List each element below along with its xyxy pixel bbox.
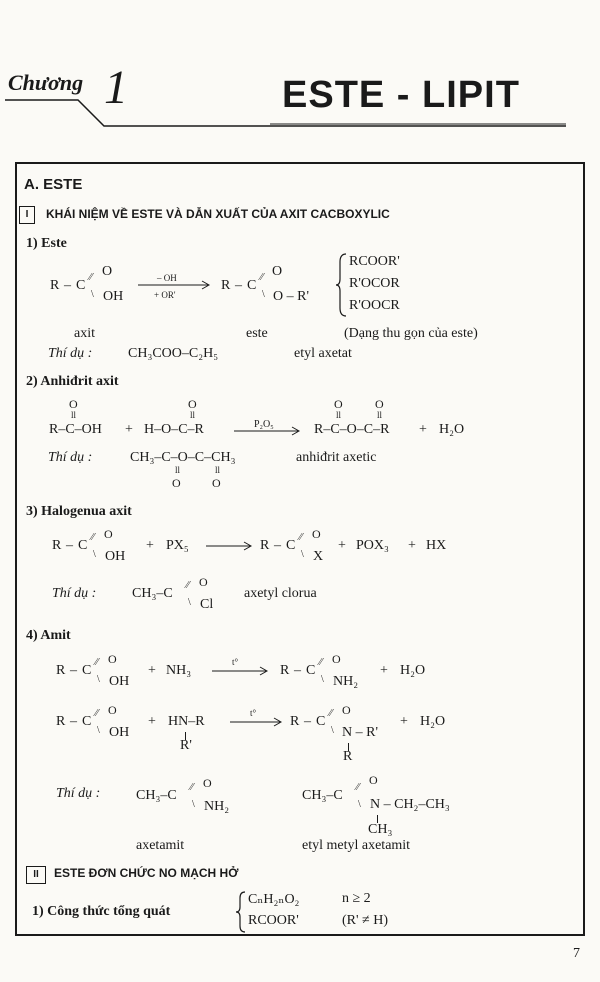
hal-acid-oh: OH: [105, 549, 126, 564]
hal-reagent: PX₅: [166, 538, 189, 553]
am2-single: \: [97, 725, 100, 736]
este-arrow: [138, 280, 214, 290]
am1-arrow: [212, 666, 272, 676]
hal-ex-single: \: [188, 597, 191, 608]
anh-example-formula: CH₃–C–O–C–CH₃: [130, 450, 236, 465]
chapter-word: Chương: [8, 70, 84, 95]
am1-dash: –: [70, 663, 77, 678]
hal-ex-dbl: ⁄⁄: [186, 580, 190, 591]
am1-prod-dbl: ⁄⁄: [319, 657, 323, 668]
page-number: 7: [573, 946, 580, 961]
cond-1: n ≥ 2: [342, 891, 371, 906]
hal-acid-dash: –: [66, 538, 73, 553]
am2-prod-dash: –: [304, 714, 311, 729]
am-ex1-name: axetamit: [136, 838, 185, 853]
acid-c: C: [76, 278, 86, 293]
am-ex1-dbl: ⁄⁄: [190, 782, 194, 793]
ester-form-1: RCOOR': [349, 254, 400, 269]
hal-prod-r: R: [260, 538, 270, 553]
anh-plus-1: +: [125, 422, 133, 437]
am2-amine-r: R': [180, 738, 192, 753]
am-ex2-name: etyl metyl axetamit: [302, 838, 411, 853]
am1-prod-r: R: [280, 663, 290, 678]
este-heading: 1) Este: [26, 236, 67, 251]
anh-o-4: O: [375, 397, 384, 411]
halide-heading: 3) Halogenua axit: [26, 504, 132, 519]
am-ex1-single: \: [192, 799, 195, 810]
am2-plus-2: +: [400, 714, 408, 729]
am1-prod-single: \: [321, 674, 324, 685]
hal-prod-c: C: [286, 538, 296, 553]
caption-forms: (Dạng thu gọn của este): [344, 326, 478, 341]
arrow-bottom-label: + OR': [154, 290, 176, 300]
este-example-formula: CH₃COO–C₂H₅: [128, 346, 219, 361]
am1-prod-dash: –: [294, 663, 301, 678]
am2-prod-single: \: [331, 725, 334, 736]
hal-prod-single: \: [301, 549, 304, 560]
anh-acid-2: H–O–C–R: [144, 422, 204, 437]
hal-hx: HX: [426, 538, 447, 553]
hal-prod-o: O: [312, 527, 321, 541]
ester-form-3: R'OOCR: [349, 298, 400, 313]
acid-r: R: [50, 278, 60, 293]
hal-plus-3: +: [408, 538, 416, 553]
am-ex1-nh2: NH₂: [204, 799, 230, 814]
chapter-number: 1: [104, 61, 128, 114]
anh-o-1: O: [69, 397, 78, 411]
acid-dash: –: [64, 278, 71, 293]
acid-single-bond: \: [91, 289, 94, 300]
header-rule: [0, 0, 600, 140]
am2-prod-o: O: [342, 703, 351, 717]
acid-double-bond: ⁄⁄: [89, 272, 93, 283]
anhydride-heading: 2) Anhiđrit axit: [26, 374, 119, 389]
anh-o-3: O: [334, 397, 343, 411]
am1-water: H₂O: [400, 663, 426, 678]
chapter-title: ESTE - LIPIT: [282, 74, 520, 116]
hal-ex-o: O: [199, 575, 208, 589]
acid-o: O: [102, 264, 113, 279]
am1-o: O: [108, 652, 117, 666]
anh-ex-o-1: O: [172, 476, 181, 490]
am2-amine: HN–R: [168, 714, 205, 729]
anh-dbl-4: ll: [377, 410, 383, 420]
formula-1: CₙH₂ₙO₂: [248, 892, 300, 907]
anh-dbl-2: ll: [190, 410, 196, 420]
hal-acid-r: R: [52, 538, 62, 553]
hal-acid-c: C: [78, 538, 88, 553]
este-example-label: Thí dụ :: [48, 346, 93, 361]
am-ex1-o: O: [203, 776, 212, 790]
am2-prod-c: C: [316, 714, 326, 729]
anh-ex-dbl-1: ll: [175, 465, 181, 475]
forms-brace: [336, 252, 348, 318]
anh-catalyst: P₂O₅: [254, 419, 274, 430]
anh-plus-2: +: [419, 422, 427, 437]
am2-oh: OH: [109, 725, 130, 740]
part1-title: KHÁI NIỆM VỀ ESTE VÀ DẪN XUẤT CỦA AXIT CACBOXYLIC: [46, 207, 390, 221]
ester-form-2: R'OCOR: [349, 276, 400, 291]
hal-prod-dash: –: [274, 538, 281, 553]
ester-r: R: [221, 278, 231, 293]
am1-plus-1: +: [148, 663, 156, 678]
am-ex2-single: \: [358, 799, 361, 810]
hal-example-label: Thí dụ :: [52, 586, 97, 601]
am-ex2-chain: N – CH₂–CH₃: [370, 797, 450, 812]
anh-o-2: O: [188, 397, 197, 411]
part2-title: ESTE ĐƠN CHỨC NO MẠCH HỞ: [54, 866, 239, 880]
content-frame: [15, 162, 585, 936]
caption-ester: este: [246, 326, 268, 341]
am1-prod-o: O: [332, 652, 341, 666]
am1-prod-nh2: NH₂: [333, 674, 359, 689]
am-example-label: Thí dụ :: [56, 786, 101, 801]
anh-example-label: Thí dụ :: [48, 450, 93, 465]
hal-example-name: axetyl clorua: [244, 586, 317, 601]
este-example-name: etyl axetat: [294, 346, 352, 361]
am-ex2-dbl: ⁄⁄: [356, 782, 360, 793]
ester-dash: –: [235, 278, 242, 293]
anh-dbl-1: ll: [71, 410, 77, 420]
hal-example-formula: CH₃–C: [132, 586, 173, 601]
ester-c: C: [247, 278, 257, 293]
hal-prod-dbl: ⁄⁄: [299, 532, 303, 543]
cond-2: (R' ≠ H): [342, 913, 388, 928]
anh-ex-dbl-2: ll: [215, 465, 221, 475]
part1-roman-box: I: [19, 206, 35, 224]
anh-product: R–C–O–C–R: [314, 422, 390, 437]
am1-prod-c: C: [306, 663, 316, 678]
hal-byproduct: POX₃: [356, 538, 389, 553]
am1-r: R: [56, 663, 66, 678]
am1-nh3: NH₃: [166, 663, 192, 678]
formula-2: RCOOR': [248, 913, 299, 928]
ester-o: O: [272, 264, 283, 279]
anh-dbl-3: ll: [336, 410, 342, 420]
am1-plus-2: +: [380, 663, 388, 678]
am-ex2-o: O: [369, 773, 378, 787]
amide-heading: 4) Amit: [26, 628, 71, 643]
am1-single: \: [97, 674, 100, 685]
ester-double-bond: ⁄⁄: [260, 272, 264, 283]
am1-dbl: ⁄⁄: [95, 657, 99, 668]
am-ex2-sub: CH₃: [368, 822, 393, 837]
am2-water: H₂O: [420, 714, 446, 729]
formula-heading: 1) Công thức tổng quát: [32, 904, 171, 919]
am2-t: t°: [250, 708, 257, 718]
anh-arrow: [234, 426, 304, 436]
am2-prod-r-sub: R: [343, 749, 353, 764]
hal-ex-cl: Cl: [200, 597, 214, 612]
am2-prod-n: N – R': [342, 725, 378, 740]
am2-plus-1: +: [148, 714, 156, 729]
am2-r: R: [56, 714, 66, 729]
am-ex1-formula: CH₃–C: [136, 788, 177, 803]
hal-acid-single: \: [93, 549, 96, 560]
hal-plus-1: +: [146, 538, 154, 553]
ester-single-bond: \: [262, 289, 265, 300]
anh-ex-o-2: O: [212, 476, 221, 490]
hal-prod-x: X: [313, 549, 324, 564]
hal-arrow: [206, 541, 256, 551]
am1-oh: OH: [109, 674, 130, 689]
anh-water: H₂O: [439, 422, 465, 437]
am2-arrow: [230, 717, 286, 727]
hal-plus-2: +: [338, 538, 346, 553]
hal-acid-dbl: ⁄⁄: [91, 532, 95, 543]
am2-dbl: ⁄⁄: [95, 708, 99, 719]
arrow-top-label: – OH: [157, 273, 177, 283]
anh-acid: R–C–OH: [49, 422, 102, 437]
am2-dash: –: [70, 714, 77, 729]
am2-prod-dbl: ⁄⁄: [329, 708, 333, 719]
section-a-heading: A. ESTE: [24, 176, 83, 193]
am1-t: t°: [232, 657, 239, 667]
am1-c: C: [82, 663, 92, 678]
part2-roman-box: II: [26, 866, 46, 884]
am2-c: C: [82, 714, 92, 729]
caption-acid: axit: [74, 326, 95, 341]
ester-or: O – R': [273, 289, 309, 304]
am2-prod-r: R: [290, 714, 300, 729]
acid-oh: OH: [103, 289, 124, 304]
formula-brace: [236, 890, 246, 934]
am-ex2-formula: CH₃–C: [302, 788, 343, 803]
anh-example-name: anhiđrit axetic: [296, 450, 377, 465]
hal-acid-o: O: [104, 527, 113, 541]
am2-o: O: [108, 703, 117, 717]
